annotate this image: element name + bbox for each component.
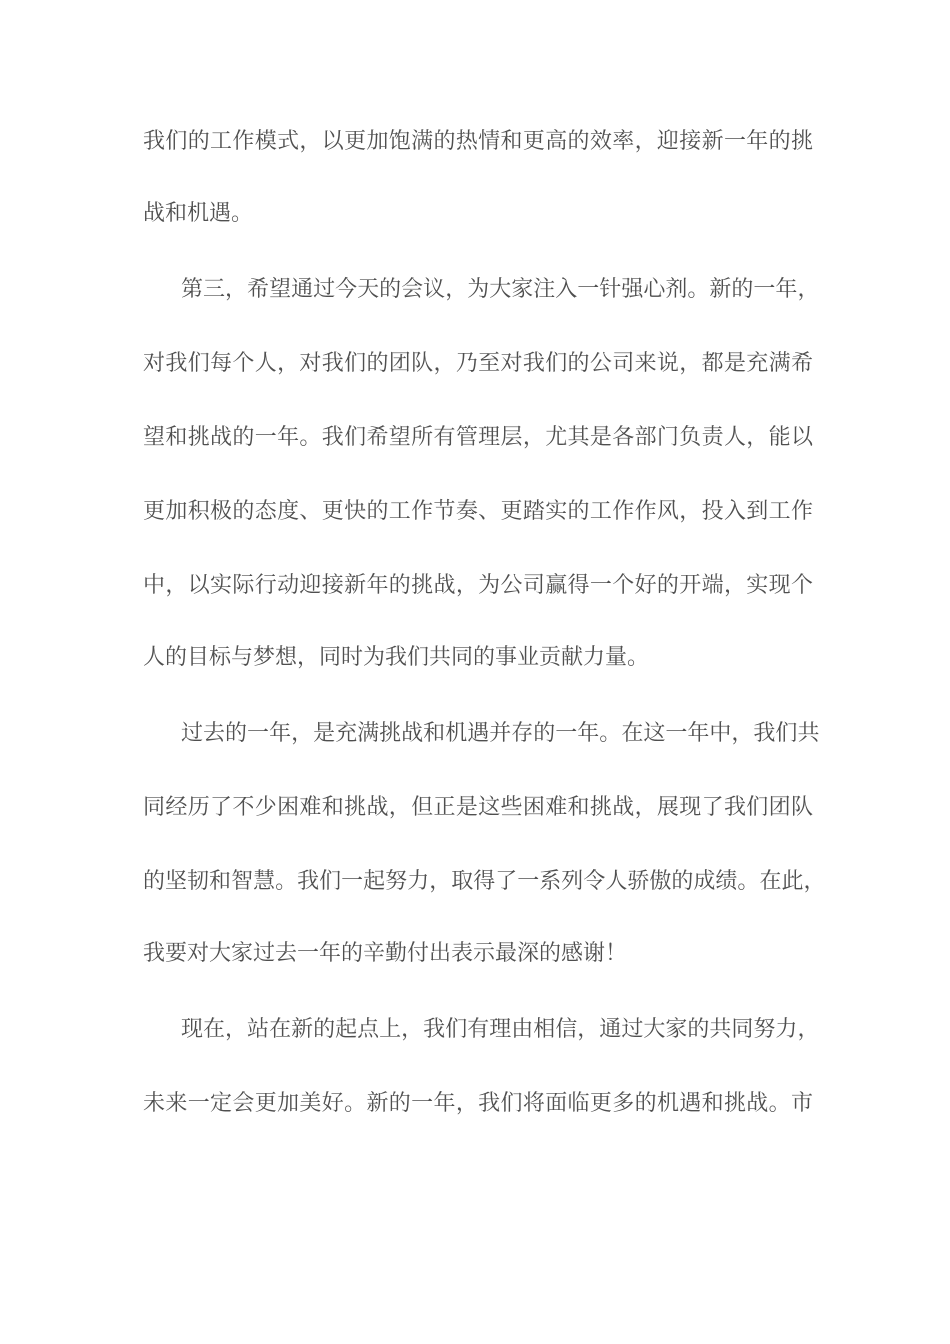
text-line: 我 们 的 工 作 模 式 ， 以 更 加 饱 满 的 热 情 和 更 高 的 效 率 ， 迎 接 新 一 年 的 挑 (143, 127, 813, 153)
text-line: 现 在 ， 站 在 新 的 起 点 上 ， 我 们 有 理 由 相 信 ， 通 过 大 家 的 共 同 努 力 ， (181, 1015, 820, 1041)
text-line: 的 坚 韧 和 智 慧 。 我 们 一 起 努 力 ， 取 得 了 一 系 列 令 人 骄 傲 的 成 绩 。 在 此 ， (143, 867, 826, 893)
text-line: 未 来 一 定 会 更 加 美 好 。 新 的 一 年 ， 我 们 将 面 临 更 多 的 机 遇 和 挑 战 。 市 (143, 1089, 813, 1115)
text-line: 过 去 的 一 年 ， 是 充 满 挑 战 和 机 遇 并 存 的 一 年 。 在 这 一 年 中 ， 我 们 共 (181, 719, 820, 745)
document-body (143, 102, 826, 1138)
text-line: 战和机遇。 (143, 200, 254, 225)
text-line: 中 ， 以 实 际 行 动 迎 接 新 年 的 挑 战 ， 为 公 司 赢 得 一 个 好 的 开 端 ， 实 现 个 (143, 571, 813, 597)
text-line: 对 我 们 每 个 人 ， 对 我 们 的 团 队 ， 乃 至 对 我 们 的 公 司 来 说 ， 都 是 充 满 希 (143, 349, 813, 375)
text-line: 我要对大家过去一年的辛勤付出表示最深的感谢！ (143, 940, 628, 965)
text-line: 同 经 历 了 不 少 困 难 和 挑 战 ， 但 正 是 这 些 困 难 和 挑 战 ， 展 现 了 我 们 团 队 (143, 793, 813, 819)
text-line: 更 加 积 极 的 态 度 、 更 快 的 工 作 节 奏 、 更 踏 实 的 工 作 作 风 ， 投 入 到 工 作 (143, 497, 813, 523)
text-line: 第 三 ， 希 望 通 过 今 天 的 会 议 ， 为 大 家 注 入 一 针 强 心 剂 。 新 的 一 年 ， (181, 275, 820, 301)
text-line: 人的目标与梦想，同时为我们共同的事业贡献力量。 (143, 644, 650, 669)
text-line: 望 和 挑 战 的 一 年 。 我 们 希 望 所 有 管 理 层 ， 尤 其 是 各 部 门 负 责 人 ， 能 以 (143, 423, 813, 449)
